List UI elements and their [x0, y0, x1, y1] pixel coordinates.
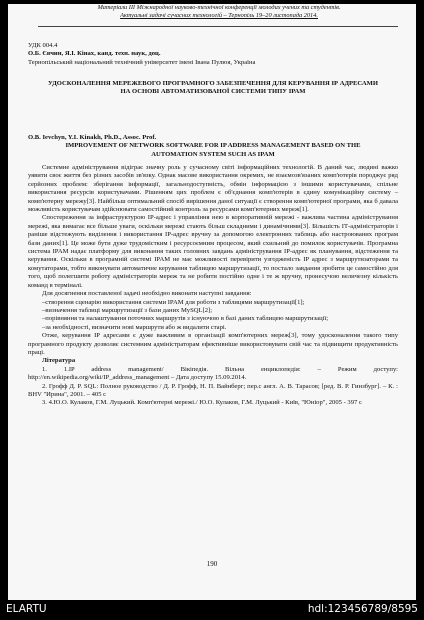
header-rule — [38, 26, 398, 27]
title-en: IMPROVEMENT OF NETWORK SOFTWARE FOR IP ADDRESS MANAGEMENT BASED ON THE AUTOMATION SYSTEM SUCH AS IPAM — [65, 142, 361, 158]
conclusion: Отже, керування ІР адресами є дуже важливим в організації комп'ютерних мереж[3], тому удосконалення такого типу програмного продукту дозволяє системним адміністраторам ефективніше використовувати свій час та підвищити продуктивність праці. — [28, 332, 398, 356]
title-ua: УДОСКОНАЛЕННЯ МЕРЕЖЕВОГО ПРОГРАМНОГО ЗАБЕЗПЕЧЕННЯ ДЛЯ КЕРУВАННЯ ІР АДРЕСАМИ НА ОСНОВІ АВТОМАТИЗОВАНОЇ СИСТЕМИ ТИПУ ІРАМ — [48, 80, 378, 96]
task-item: –визначення таблиці маршрутизації з бази даних MySQL[2]; — [42, 306, 213, 314]
task-item: –створення сценарію використання системи IPAM для роботи з таблицями маршрутизації[1]; — [42, 298, 305, 306]
task-item: –порівняння та налаштування поточних маршрутів з існуючою в базі даних таблицею маршрутизації; — [42, 315, 329, 323]
header-line-2: Актуальні задачі сучасних технологій – Тернопіль 19–20 листопада 2014. — [120, 12, 318, 19]
header-line-1: Матеріали ІІІ Міжнародної науково-технічної конференції молодих учених та студентів. — [97, 4, 341, 11]
repository-name: ELARTU — [6, 603, 47, 615]
references-heading: Література — [42, 357, 76, 365]
conference-header — [54, 4, 384, 20]
paragraph-3: Для досягнення поставленої задачі необхідно виконати наступні завдання: — [42, 290, 252, 298]
reference-item: 2. Грофф Д. Р. SQL: Полное руководство / Д. Р. Грофф, Н. П. Вайнберг; пер.с англ. А. В. Тарасов; [ред. В. Р. Гинзбург]. – К. : BHV "Ирина", 2001. – 405 с — [28, 382, 398, 398]
task-item: –за необхідності, визначити нові маршрути або ж видалити старі. — [42, 323, 227, 331]
page-number: 190 — [206, 560, 218, 568]
paper-page — [8, 4, 416, 600]
affiliation: Тернопільський національний технічний університет імені Івана Пулюя, Україна — [28, 58, 256, 66]
reference-item: 3. 4.Ю.О. Кулаков, Г.М. Луцький. Комп'ютерні мережі./ Ю.О. Кулаков, Г.М. Луцький - Київ, "Юніор", 2005 - 397 с — [42, 399, 362, 407]
authors-ua: О.Б. Євчин, Я.І. Кінах, канд. техн. наук, доц. — [28, 50, 161, 58]
viewer-footer — [0, 600, 424, 620]
reference-item: 1. 1.IP address management/ Вікіпедія. Вільна енциклопедія: – Режим доступу: http://en.wikipedia.org/wiki/IP_address_management – Дата доступу 15.09.2014. — [28, 365, 398, 382]
paragraph-1: Системне адміністрування відіграє значну роль у сучасному світі інформаційних технологій. В даний час, людині важко уявити своє життя без різних засобів зв'язку. Однак масове використання окремих, не взаємозв'язаних комп'ютерів породжує ряд серйозних проблем: зберігання інформації, загальнодоступність, обмін інформацією з іншими користувачами, спільне використання ресурсів користувачами. Рішенням цих проблем є об'єднання комп'ютерів в єдину комунікаційну систему – комп'ютерну мережу[3]. Найбільш оптимальний спосіб вирішення даної ситуації є створення комп'ютерної програми, яка б давала можливість користувачам здійснювати самостійний контроль за ресурсами комп'ютерних мереж[1]. — [28, 164, 398, 214]
en-block — [28, 134, 398, 159]
handle-id: hdl:123456789/8595 — [307, 603, 418, 615]
paragraph-2: Спостереження за інфраструктурою ІР-адрес і управління нею в корпоративній мережі - важлива частина адміністрування мережі, яка вимагає все більше уваги, оскільки мережі стають більш складними і динамічними[3]. Більшість ІТ-адміністраторів і раніше відстежують виділення і використання ІР-адрес вручну за допомогою електронних таблиць або настроюваних програм бази даних[1]. Це може бути дуже трудомістким і ресурсоємним процесом, який схильний до помилок користувачів. Програмна система IPAM надає платформу для виконання таких головних завдань адміністрування ІР-адрес як планування, відстеження та керування. Оскільки в програмній системі IPAM не має можливості перевірити узгодженість ІР адрес з маршрутизаторами та комутаторами, тобто виконувати автоматичне керування таблицею маршрутизації, то постало завдання зробити це самостійно для того, щоб полегшити роботу адміністраторів мереж та не робити постійно одне і те ж вручну, пронесучою величезну кількість команд в терміналі. — [28, 214, 398, 289]
meta-block — [28, 42, 398, 67]
authors-en: O.B. Ievchyn, Y.I. Kinakh, Ph.D., Assoc. Prof. — [28, 134, 157, 141]
udk-code: УДК 004.4 — [28, 42, 58, 49]
body-text — [28, 164, 398, 408]
